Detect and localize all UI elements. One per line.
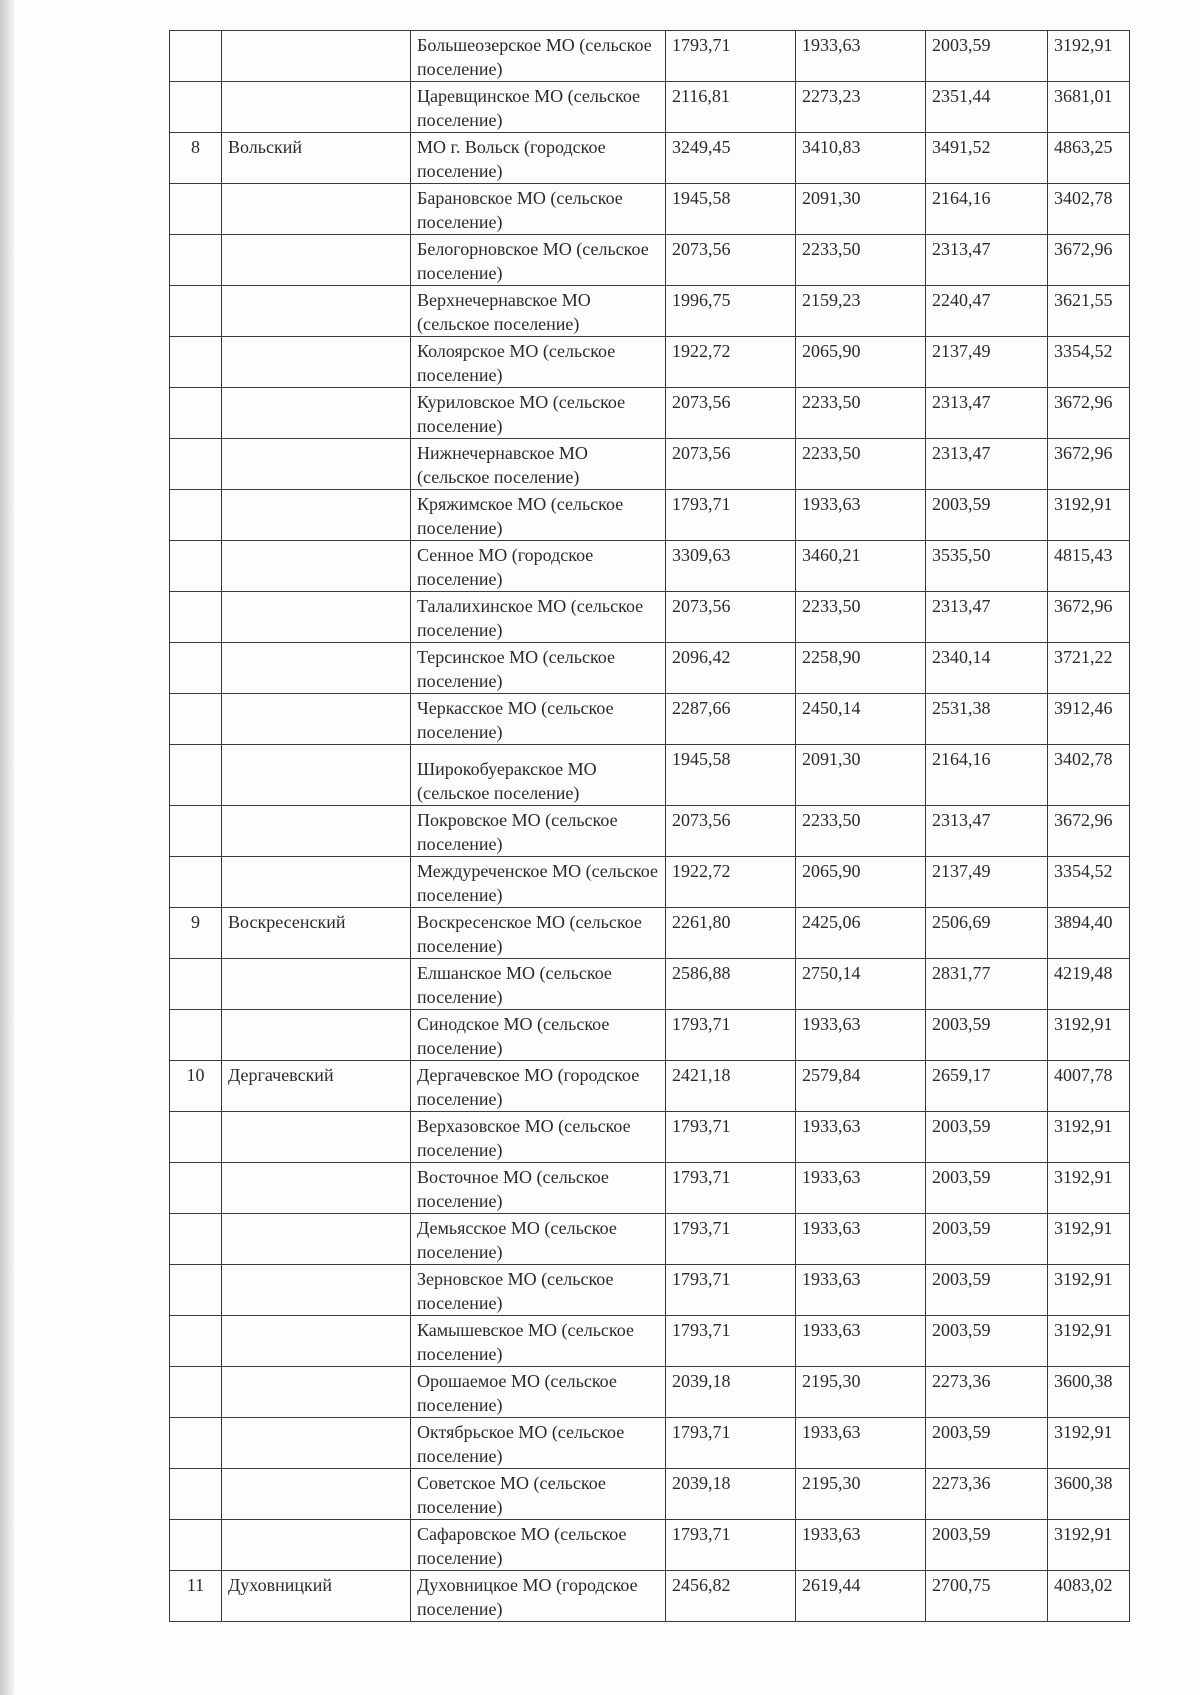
value-3-cell: 2240,47 — [926, 286, 1048, 337]
value-1-cell: 1793,71 — [666, 31, 796, 82]
municipality-cell: Верхазовское МО (сельское поселение) — [411, 1112, 666, 1163]
value-2-cell: 2159,23 — [796, 286, 926, 337]
municipality-cell: Зерновское МО (сельское поселение) — [411, 1265, 666, 1316]
district-cell: Духовницкий — [222, 1571, 411, 1622]
table-row — [170, 806, 1130, 857]
district-cell — [222, 490, 411, 541]
value-2-cell: 2233,50 — [796, 235, 926, 286]
district-cell — [222, 1469, 411, 1520]
district-cell — [222, 643, 411, 694]
district-cell — [222, 1010, 411, 1061]
value-1-cell: 3249,45 — [666, 133, 796, 184]
value-2-cell: 3410,83 — [796, 133, 926, 184]
municipality-cell: Междуреченское МО (сельское поселение) — [411, 857, 666, 908]
district-cell — [222, 31, 411, 82]
table-row — [170, 235, 1130, 286]
table-row — [170, 133, 1130, 184]
value-2-cell: 1933,63 — [796, 1418, 926, 1469]
row-number-cell — [170, 1469, 222, 1520]
district-cell — [222, 1112, 411, 1163]
municipality-cell: МО г. Вольск (городское поселение) — [411, 133, 666, 184]
municipality-cell: Белогорновское МО (сельское поселение) — [411, 235, 666, 286]
municipality-cell: Покровское МО (сельское поселение) — [411, 806, 666, 857]
value-1-cell: 1945,58 — [666, 184, 796, 235]
municipality-cell: Нижнечернавское МО (сельское поселение) — [411, 439, 666, 490]
value-1-cell: 2261,80 — [666, 908, 796, 959]
value-1-cell: 1793,71 — [666, 1010, 796, 1061]
value-3-cell: 2273,36 — [926, 1367, 1048, 1418]
value-1-cell: 1793,71 — [666, 1265, 796, 1316]
municipality-cell: Колоярское МО (сельское поселение) — [411, 337, 666, 388]
table-row — [170, 1214, 1130, 1265]
value-3-cell: 2003,59 — [926, 490, 1048, 541]
table-row — [170, 184, 1130, 235]
table-row — [170, 908, 1130, 959]
value-1-cell: 2116,81 — [666, 82, 796, 133]
value-3-cell: 3491,52 — [926, 133, 1048, 184]
table-row — [170, 1163, 1130, 1214]
district-cell — [222, 439, 411, 490]
row-number-cell — [170, 643, 222, 694]
table-row — [170, 1316, 1130, 1367]
table-row — [170, 1112, 1130, 1163]
value-2-cell: 2233,50 — [796, 388, 926, 439]
value-4-cell: 3192,91 — [1048, 1316, 1130, 1367]
table-row — [170, 1265, 1130, 1316]
row-number-cell — [170, 1418, 222, 1469]
value-3-cell: 2003,59 — [926, 31, 1048, 82]
row-number-cell — [170, 235, 222, 286]
row-number-cell — [170, 1367, 222, 1418]
district-cell — [222, 82, 411, 133]
value-2-cell: 2233,50 — [796, 592, 926, 643]
row-number-cell — [170, 31, 222, 82]
table-row — [170, 1418, 1130, 1469]
value-2-cell: 1933,63 — [796, 1316, 926, 1367]
table-row — [170, 592, 1130, 643]
row-number-cell — [170, 857, 222, 908]
tariff-table — [169, 30, 1130, 1622]
value-2-cell: 2233,50 — [796, 806, 926, 857]
table-row — [170, 286, 1130, 337]
district-cell — [222, 694, 411, 745]
value-3-cell: 2003,59 — [926, 1214, 1048, 1265]
district-cell — [222, 1163, 411, 1214]
municipality-cell: Сафаровское МО (сельское поселение) — [411, 1520, 666, 1571]
value-1-cell: 2586,88 — [666, 959, 796, 1010]
value-2-cell: 2233,50 — [796, 439, 926, 490]
value-3-cell: 2003,59 — [926, 1112, 1048, 1163]
row-number-cell — [170, 745, 222, 806]
value-1-cell: 3309,63 — [666, 541, 796, 592]
value-1-cell: 1996,75 — [666, 286, 796, 337]
value-3-cell: 2831,77 — [926, 959, 1048, 1010]
municipality-cell: Царевщинское МО (сельское поселение) — [411, 82, 666, 133]
value-1-cell: 1793,71 — [666, 1520, 796, 1571]
value-4-cell: 3672,96 — [1048, 439, 1130, 490]
table-row — [170, 388, 1130, 439]
row-number-cell: 11 — [170, 1571, 222, 1622]
value-2-cell: 1933,63 — [796, 1112, 926, 1163]
municipality-cell: Октябрьское МО (сельское поселение) — [411, 1418, 666, 1469]
table-row — [170, 857, 1130, 908]
row-number-cell — [170, 337, 222, 388]
row-number-cell — [170, 1010, 222, 1061]
value-2-cell: 1933,63 — [796, 1010, 926, 1061]
municipality-cell: Духовницкое МО (городское поселение) — [411, 1571, 666, 1622]
value-1-cell: 2073,56 — [666, 388, 796, 439]
district-cell — [222, 959, 411, 1010]
value-3-cell: 2003,59 — [926, 1163, 1048, 1214]
value-4-cell: 4863,25 — [1048, 133, 1130, 184]
municipality-cell: Синодское МО (сельское поселение) — [411, 1010, 666, 1061]
municipality-cell: Широкобуеракское МО (сельское поселение) — [411, 745, 666, 806]
value-4-cell: 3192,91 — [1048, 490, 1130, 541]
value-2-cell: 2091,30 — [796, 184, 926, 235]
table-row — [170, 1367, 1130, 1418]
value-1-cell: 1793,71 — [666, 490, 796, 541]
row-number-cell — [170, 286, 222, 337]
value-2-cell: 2273,23 — [796, 82, 926, 133]
value-1-cell: 1793,71 — [666, 1316, 796, 1367]
value-4-cell: 4219,48 — [1048, 959, 1130, 1010]
value-4-cell: 3402,78 — [1048, 184, 1130, 235]
row-number-cell — [170, 806, 222, 857]
value-2-cell: 2195,30 — [796, 1469, 926, 1520]
value-3-cell: 2003,59 — [926, 1418, 1048, 1469]
row-number-cell — [170, 490, 222, 541]
value-4-cell: 3621,55 — [1048, 286, 1130, 337]
value-3-cell: 2313,47 — [926, 806, 1048, 857]
value-4-cell: 3192,91 — [1048, 1418, 1130, 1469]
value-4-cell: 3192,91 — [1048, 1163, 1130, 1214]
value-4-cell: 3192,91 — [1048, 1520, 1130, 1571]
district-cell — [222, 388, 411, 439]
value-1-cell: 2456,82 — [666, 1571, 796, 1622]
value-2-cell: 2065,90 — [796, 337, 926, 388]
district-cell — [222, 1214, 411, 1265]
municipality-cell: Терсинское МО (сельское поселение) — [411, 643, 666, 694]
value-1-cell: 1793,71 — [666, 1163, 796, 1214]
district-cell: Вольский — [222, 133, 411, 184]
scan-edge-shadow — [0, 0, 14, 1695]
value-4-cell: 3402,78 — [1048, 745, 1130, 806]
value-4-cell: 3721,22 — [1048, 643, 1130, 694]
value-1-cell: 2039,18 — [666, 1469, 796, 1520]
municipality-cell: Советское МО (сельское поселение) — [411, 1469, 666, 1520]
row-number-cell — [170, 184, 222, 235]
table-row — [170, 439, 1130, 490]
value-4-cell: 4083,02 — [1048, 1571, 1130, 1622]
value-1-cell: 2073,56 — [666, 806, 796, 857]
row-number-cell — [170, 388, 222, 439]
district-cell — [222, 857, 411, 908]
value-1-cell: 1922,72 — [666, 857, 796, 908]
value-3-cell: 2003,59 — [926, 1520, 1048, 1571]
district-cell — [222, 1316, 411, 1367]
value-3-cell: 2137,49 — [926, 337, 1048, 388]
row-number-cell: 9 — [170, 908, 222, 959]
value-2-cell: 1933,63 — [796, 31, 926, 82]
value-3-cell: 2340,14 — [926, 643, 1048, 694]
value-3-cell: 2659,17 — [926, 1061, 1048, 1112]
table-row — [170, 643, 1130, 694]
value-4-cell: 3192,91 — [1048, 1010, 1130, 1061]
value-2-cell: 2195,30 — [796, 1367, 926, 1418]
table-body — [170, 31, 1130, 1622]
table-row — [170, 745, 1130, 806]
row-number-cell: 8 — [170, 133, 222, 184]
value-4-cell: 3192,91 — [1048, 1214, 1130, 1265]
table-row — [170, 541, 1130, 592]
value-1-cell: 1793,71 — [666, 1214, 796, 1265]
district-cell — [222, 806, 411, 857]
value-3-cell: 2313,47 — [926, 439, 1048, 490]
district-cell — [222, 541, 411, 592]
value-3-cell: 2137,49 — [926, 857, 1048, 908]
value-4-cell: 3600,38 — [1048, 1367, 1130, 1418]
value-2-cell: 2619,44 — [796, 1571, 926, 1622]
value-3-cell: 2313,47 — [926, 235, 1048, 286]
table-row — [170, 31, 1130, 82]
value-3-cell: 2506,69 — [926, 908, 1048, 959]
value-2-cell: 2091,30 — [796, 745, 926, 806]
value-3-cell: 2164,16 — [926, 745, 1048, 806]
district-cell — [222, 1520, 411, 1571]
municipality-cell: Восточное МО (сельское поселение) — [411, 1163, 666, 1214]
value-4-cell: 4007,78 — [1048, 1061, 1130, 1112]
municipality-cell: Верхнечернавское МО (сельское поселение) — [411, 286, 666, 337]
district-cell — [222, 1265, 411, 1316]
value-3-cell: 2003,59 — [926, 1010, 1048, 1061]
value-2-cell: 3460,21 — [796, 541, 926, 592]
value-3-cell: 2273,36 — [926, 1469, 1048, 1520]
row-number-cell — [170, 1112, 222, 1163]
value-4-cell: 3672,96 — [1048, 592, 1130, 643]
table-row — [170, 1010, 1130, 1061]
value-4-cell: 3354,52 — [1048, 857, 1130, 908]
value-1-cell: 2073,56 — [666, 592, 796, 643]
row-number-cell — [170, 1163, 222, 1214]
row-number-cell — [170, 82, 222, 133]
value-1-cell: 2096,42 — [666, 643, 796, 694]
value-2-cell: 1933,63 — [796, 1265, 926, 1316]
municipality-cell: Камышевское МО (сельское поселение) — [411, 1316, 666, 1367]
value-4-cell: 3912,46 — [1048, 694, 1130, 745]
row-number-cell — [170, 541, 222, 592]
table-row — [170, 959, 1130, 1010]
value-4-cell: 3192,91 — [1048, 1112, 1130, 1163]
table-row — [170, 1469, 1130, 1520]
value-2-cell: 2750,14 — [796, 959, 926, 1010]
value-4-cell: 3672,96 — [1048, 388, 1130, 439]
row-number-cell — [170, 694, 222, 745]
value-2-cell: 1933,63 — [796, 1163, 926, 1214]
value-2-cell: 2425,06 — [796, 908, 926, 959]
value-2-cell: 2065,90 — [796, 857, 926, 908]
value-1-cell: 2073,56 — [666, 439, 796, 490]
value-1-cell: 1922,72 — [666, 337, 796, 388]
table-row — [170, 82, 1130, 133]
municipality-cell: Орошаемое МО (сельское поселение) — [411, 1367, 666, 1418]
value-3-cell: 2003,59 — [926, 1316, 1048, 1367]
municipality-cell: Барановское МО (сельское поселение) — [411, 184, 666, 235]
municipality-cell: Демьясское МО (сельское поселение) — [411, 1214, 666, 1265]
value-3-cell: 2164,16 — [926, 184, 1048, 235]
value-2-cell: 1933,63 — [796, 490, 926, 541]
value-1-cell: 2287,66 — [666, 694, 796, 745]
value-3-cell: 2313,47 — [926, 592, 1048, 643]
value-2-cell: 2450,14 — [796, 694, 926, 745]
value-4-cell: 3681,01 — [1048, 82, 1130, 133]
district-cell: Воскресенский — [222, 908, 411, 959]
municipality-cell: Елшанское МО (сельское поселение) — [411, 959, 666, 1010]
municipality-cell: Большеозерское МО (сельское поселение) — [411, 31, 666, 82]
table-row — [170, 694, 1130, 745]
table-row — [170, 1520, 1130, 1571]
value-2-cell: 1933,63 — [796, 1214, 926, 1265]
value-1-cell: 2421,18 — [666, 1061, 796, 1112]
district-cell — [222, 337, 411, 388]
row-number-cell — [170, 1265, 222, 1316]
row-number-cell — [170, 1520, 222, 1571]
table-row — [170, 1061, 1130, 1112]
district-cell — [222, 1418, 411, 1469]
value-3-cell: 2700,75 — [926, 1571, 1048, 1622]
municipality-cell: Талалихинское МО (сельское поселение) — [411, 592, 666, 643]
value-3-cell: 3535,50 — [926, 541, 1048, 592]
value-3-cell: 2003,59 — [926, 1265, 1048, 1316]
municipality-cell: Воскресенское МО (сельское поселение) — [411, 908, 666, 959]
value-4-cell: 3192,91 — [1048, 1265, 1130, 1316]
value-2-cell: 2579,84 — [796, 1061, 926, 1112]
table-row — [170, 1571, 1130, 1622]
district-cell — [222, 235, 411, 286]
value-4-cell: 3354,52 — [1048, 337, 1130, 388]
district-cell: Дергачевский — [222, 1061, 411, 1112]
value-3-cell: 2351,44 — [926, 82, 1048, 133]
value-1-cell: 2073,56 — [666, 235, 796, 286]
value-3-cell: 2313,47 — [926, 388, 1048, 439]
district-cell — [222, 286, 411, 337]
municipality-cell: Кряжимское МО (сельское поселение) — [411, 490, 666, 541]
value-3-cell: 2531,38 — [926, 694, 1048, 745]
table-row — [170, 490, 1130, 541]
value-1-cell: 1793,71 — [666, 1418, 796, 1469]
value-4-cell: 3672,96 — [1048, 235, 1130, 286]
district-cell — [222, 184, 411, 235]
row-number-cell — [170, 439, 222, 490]
district-cell — [222, 745, 411, 806]
district-cell — [222, 592, 411, 643]
value-4-cell: 3894,40 — [1048, 908, 1130, 959]
value-2-cell: 1933,63 — [796, 1520, 926, 1571]
value-4-cell: 3600,38 — [1048, 1469, 1130, 1520]
value-2-cell: 2258,90 — [796, 643, 926, 694]
value-1-cell: 1793,71 — [666, 1112, 796, 1163]
row-number-cell — [170, 592, 222, 643]
row-number-cell — [170, 959, 222, 1010]
municipality-cell: Сенное МО (городское поселение) — [411, 541, 666, 592]
municipality-cell: Черкасское МО (сельское поселение) — [411, 694, 666, 745]
district-cell — [222, 1367, 411, 1418]
value-1-cell: 1945,58 — [666, 745, 796, 806]
value-1-cell: 2039,18 — [666, 1367, 796, 1418]
value-4-cell: 3672,96 — [1048, 806, 1130, 857]
row-number-cell — [170, 1214, 222, 1265]
row-number-cell: 10 — [170, 1061, 222, 1112]
row-number-cell — [170, 1316, 222, 1367]
table-row — [170, 337, 1130, 388]
municipality-cell: Куриловское МО (сельское поселение) — [411, 388, 666, 439]
municipality-cell: Дергачевское МО (городское поселение) — [411, 1061, 666, 1112]
value-4-cell: 3192,91 — [1048, 31, 1130, 82]
value-4-cell: 4815,43 — [1048, 541, 1130, 592]
